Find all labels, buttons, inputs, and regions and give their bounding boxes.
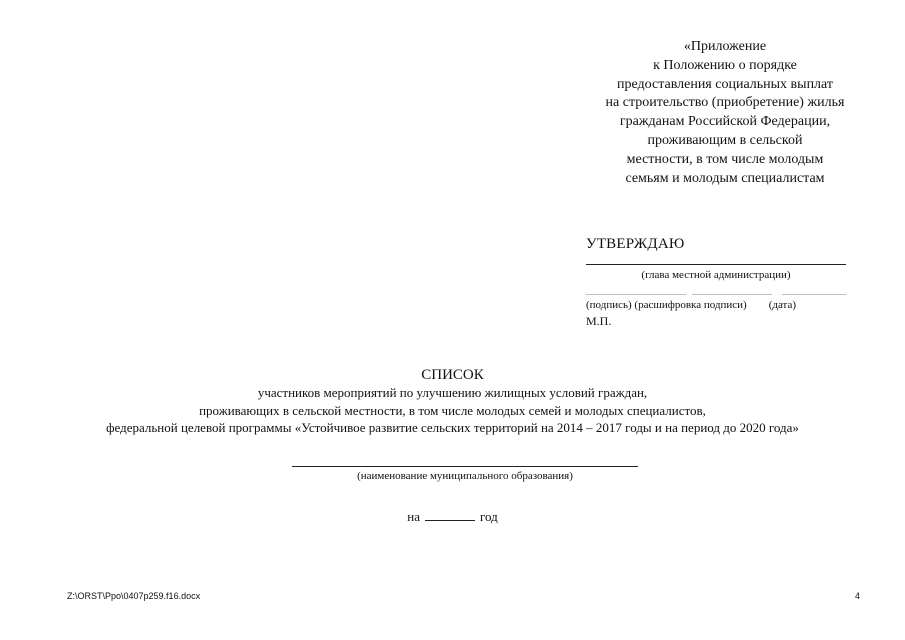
footer-file-path: Z:\ORST\Ppo\0407p259.f16.docx bbox=[67, 591, 201, 601]
year-blank-line bbox=[425, 508, 475, 521]
list-heading bbox=[20, 366, 885, 437]
signature-captions bbox=[586, 299, 796, 311]
appendix-header bbox=[560, 38, 890, 188]
appendix-line: семьям и молодым специалистам bbox=[625, 170, 825, 186]
approval-title: УТВЕРЖДАЮ bbox=[586, 236, 685, 252]
year-row bbox=[0, 508, 905, 525]
appendix-line: «Приложение bbox=[683, 39, 767, 54]
list-subtitle-line: проживающих в сельской местности, в том числе молодых семей и молодых специалистов, bbox=[199, 402, 706, 418]
appendix-line: местности, в том числе молодым bbox=[626, 151, 824, 167]
municipality-caption: (наименование муниципального образования) bbox=[357, 470, 573, 482]
seal-mark: М.П. bbox=[586, 314, 612, 328]
appendix-line: к Положению о порядке bbox=[653, 57, 797, 73]
signature-decode-line bbox=[692, 294, 772, 295]
municipality-field-line bbox=[292, 466, 638, 467]
appendix-line: на строительство (приобретение) жилья bbox=[605, 95, 845, 111]
appendix-line: предоставления социальных выплат bbox=[616, 76, 834, 92]
head-signature-line bbox=[586, 264, 846, 265]
date-caption: (дата) bbox=[768, 299, 797, 311]
appendix-line: проживающим в сельской bbox=[647, 132, 803, 148]
signature-line bbox=[586, 294, 686, 295]
list-title: СПИСОК bbox=[421, 367, 484, 383]
year-prefix: на bbox=[407, 509, 420, 524]
footer-page-number: 4 bbox=[854, 591, 860, 601]
head-caption: (глава местной администрации) bbox=[641, 269, 791, 281]
signature-caption: (подпись) (расшифровка подписи) bbox=[586, 299, 747, 311]
list-subtitle-line: федеральной целевой программы «Устойчивое развитие сельских территорий на 2014 – 2017 годы и на период до 2020 года» bbox=[106, 420, 799, 435]
list-subtitle-line: участников мероприятий по улучшению жилищных условий граждан, bbox=[257, 385, 648, 400]
appendix-line: гражданам Российской Федерации, bbox=[619, 114, 831, 130]
date-line bbox=[782, 294, 846, 295]
year-suffix: год bbox=[479, 509, 498, 524]
